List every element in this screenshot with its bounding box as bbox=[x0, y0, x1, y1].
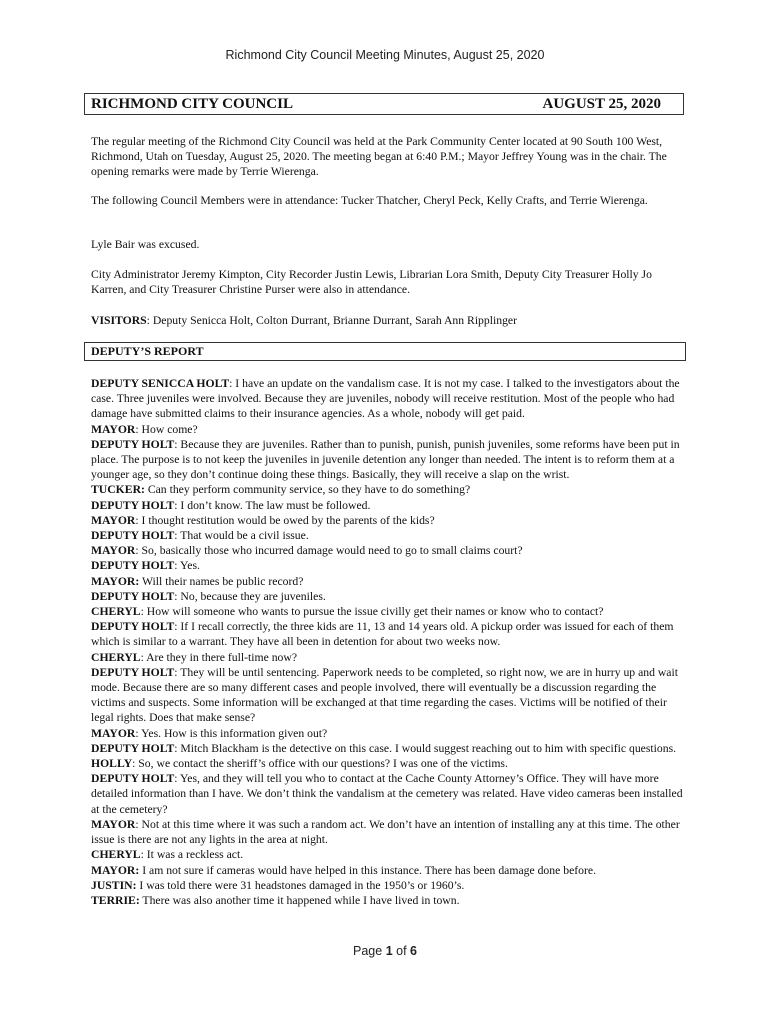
intro-paragraph-2: The following Council Members were in attendance: Tucker Thatcher, Cheryl Peck, Kelly Crafts, and Terrie Wierenga. bbox=[91, 194, 648, 207]
dialogue-line bbox=[91, 893, 687, 908]
dialogue bbox=[91, 376, 687, 908]
intro-paragraph-3: Lyle Bair was excused. bbox=[91, 238, 200, 251]
speaker-name: MAYOR: bbox=[91, 574, 140, 588]
speaker-name: DEPUTY HOLT bbox=[91, 559, 175, 573]
footer-middle: of bbox=[392, 944, 411, 958]
speech-text: There was also another time it happened while I have lived in town. bbox=[139, 893, 460, 907]
speaker-name: DEPUTY HOLT bbox=[91, 437, 175, 451]
dialogue-line bbox=[91, 741, 687, 756]
dialogue-line bbox=[91, 650, 687, 665]
speech-text: : I have an update on the vandalism case. It is not my case. I talked to the investigators about the case. Three juveniles were involved. Because they are juveniles, nobody will receive restitution. Most of the people who had damage have submitted claims to their insurance agencies. As a whole, nobody will get paid. bbox=[91, 377, 680, 421]
speaker-name: DEPUTY HOLT bbox=[91, 620, 175, 634]
speech-text: : So, basically those who incurred damage would need to go to small claims court? bbox=[135, 544, 523, 558]
speech-text: : No, because they are juveniles. bbox=[174, 589, 326, 603]
speech-text: : I don’t know. The law must be followed. bbox=[174, 498, 371, 512]
speech-text: : I thought restitution would be owed by the parents of the kids? bbox=[135, 513, 435, 527]
speaker-name: CHERYL bbox=[91, 848, 141, 862]
dialogue-line bbox=[91, 817, 687, 847]
speech-text: I am not sure if cameras would have helped in this instance. There has been damage done before. bbox=[139, 863, 596, 877]
speaker-name: DEPUTY HOLT bbox=[91, 741, 175, 755]
dialogue-line bbox=[91, 528, 687, 543]
dialogue-line bbox=[91, 543, 687, 558]
dialogue-line bbox=[91, 574, 687, 589]
speech-text: : Yes. How is this information given out? bbox=[135, 726, 328, 740]
dialogue-line bbox=[91, 513, 687, 528]
speech-text: : How come? bbox=[135, 422, 198, 436]
speaker-name: HOLLY bbox=[91, 757, 133, 771]
speech-text: : Are they in there full-time now? bbox=[140, 650, 298, 664]
dialogue-line bbox=[91, 604, 687, 619]
speech-text: I was told there were 31 headstones damaged in the 1950’s or 1960’s. bbox=[136, 878, 465, 892]
dialogue-line bbox=[91, 771, 687, 817]
dialogue-line bbox=[91, 847, 687, 862]
title-bar bbox=[84, 93, 684, 115]
page-footer bbox=[0, 944, 770, 958]
speaker-name: MAYOR bbox=[91, 513, 136, 527]
dialogue-line bbox=[91, 726, 687, 741]
intro-paragraph-1: The regular meeting of the Richmond City Council was held at the Park Community Center located at 90 South 100 West, Richmond, Utah on Tuesday, August 25, 2020. The meeting began at 6:40 P.M.; Mayor Jeffrey Young was in the chair. The opening remarks were made by Terrie Wierenga. bbox=[91, 135, 667, 179]
dialogue-line bbox=[91, 558, 687, 573]
dialogue-line bbox=[91, 498, 687, 513]
dialogue-line bbox=[91, 422, 687, 437]
dialogue-line bbox=[91, 863, 687, 878]
speaker-name: MAYOR bbox=[91, 544, 136, 558]
dialogue-line bbox=[91, 376, 687, 422]
speech-text: : So, we contact the sheriff’s office with our questions? I was one of the victims. bbox=[132, 757, 508, 771]
speech-text: Will their names be public record? bbox=[139, 574, 304, 588]
speaker-name: TERRIE: bbox=[91, 893, 140, 907]
dialogue-line bbox=[91, 878, 687, 893]
dialogue-line bbox=[91, 482, 687, 497]
dialogue-line bbox=[91, 589, 687, 604]
speaker-name: DEPUTY HOLT bbox=[91, 498, 175, 512]
footer-current-page: 1 bbox=[385, 944, 393, 958]
speech-text: : Yes. bbox=[174, 559, 200, 573]
speech-text: Can they perform community service, so they have to do something? bbox=[144, 483, 471, 497]
speech-text: : If I recall correctly, the three kids are 11, 13 and 14 years old. A pickup order was issued for each of them which is similar to a warrant. They have all been in detention for about two weeks now. bbox=[91, 620, 674, 649]
speech-text: : It was a reckless act. bbox=[140, 848, 244, 862]
speaker-name: TUCKER: bbox=[91, 483, 145, 497]
speaker-name: DEPUTY HOLT bbox=[91, 665, 175, 679]
visitors-label: VISITORS bbox=[91, 314, 147, 327]
speaker-name: DEPUTY HOLT bbox=[91, 772, 175, 786]
running-header: Richmond City Council Meeting Minutes, August 25, 2020 bbox=[225, 48, 545, 62]
speech-text: : Yes, and they will tell you who to contact at the Cache County Attorney’s Office. They will have more detailed information than I have. We don’t think the vandalism at the cemetery was related. Have video cameras been installed at the cemetery? bbox=[91, 772, 683, 816]
speech-text: : They will be until sentencing. Paperwork needs to be completed, so right now, we are in hurry up and wait mode. Because there are so many different cases and people involved, there will eventually be a discussion regarding the victims and suspects. Some information will be exchanged at that time regarding the cases. Victims will be notified of their legal rights. Does that make sense? bbox=[91, 665, 678, 725]
speech-text: : Mitch Blackham is the detective on this case. I would suggest reaching out to him with specific questions. bbox=[174, 741, 677, 755]
speaker-name: MAYOR bbox=[91, 726, 136, 740]
speech-text: : That would be a civil issue. bbox=[174, 529, 309, 543]
dialogue-line bbox=[91, 619, 687, 649]
footer-prefix: Page bbox=[353, 944, 386, 958]
speaker-name: MAYOR bbox=[91, 817, 136, 831]
speaker-name: CHERYL bbox=[91, 650, 141, 664]
dialogue-line bbox=[91, 437, 687, 483]
speech-text: : How will someone who wants to pursue the issue civilly get their names or know who to contact? bbox=[140, 605, 604, 619]
speech-text: : Because they are juveniles. Rather than to punish, punish, punish juveniles, some reforms have been put in place. The purpose is to not keep the juveniles in juvenile detention any longer than needed. The intent is to reform them at a younger age, so they don’t continue doing these things. Basically, they will receive a slap on the wrist. bbox=[91, 437, 680, 482]
speaker-name: DEPUTY SENICCA HOLT bbox=[91, 377, 230, 390]
meeting-date: AUGUST 25, 2020 bbox=[542, 95, 661, 112]
speech-text: : Not at this time where it was such a random act. We don’t have an intention of installing any at this time. The other issue is there are not any lights in the area at night. bbox=[91, 817, 680, 847]
speaker-name: MAYOR bbox=[91, 422, 136, 436]
visitors-paragraph bbox=[91, 313, 687, 328]
speaker-name: CHERYL bbox=[91, 605, 141, 619]
intro-paragraph-4: City Administrator Jeremy Kimpton, City Recorder Justin Lewis, Librarian Lora Smith, Deputy City Treasurer Holly Jo Karren, and City Treasurer Christine Purser were also in attendance. bbox=[91, 268, 652, 297]
dialogue-line bbox=[91, 756, 687, 771]
speaker-name: MAYOR: bbox=[91, 863, 140, 877]
speaker-name: DEPUTY HOLT bbox=[91, 589, 175, 603]
speaker-name: DEPUTY HOLT bbox=[91, 529, 175, 543]
council-name: RICHMOND CITY COUNCIL bbox=[91, 95, 293, 112]
section-heading: DEPUTY’S REPORT bbox=[84, 342, 686, 361]
visitors-text: : Deputy Senicca Holt, Colton Durrant, Brianne Durrant, Sarah Ann Ripplinger bbox=[146, 314, 518, 327]
footer-total-pages: 6 bbox=[410, 944, 417, 958]
dialogue-line bbox=[91, 665, 687, 726]
speaker-name: JUSTIN: bbox=[91, 878, 137, 892]
